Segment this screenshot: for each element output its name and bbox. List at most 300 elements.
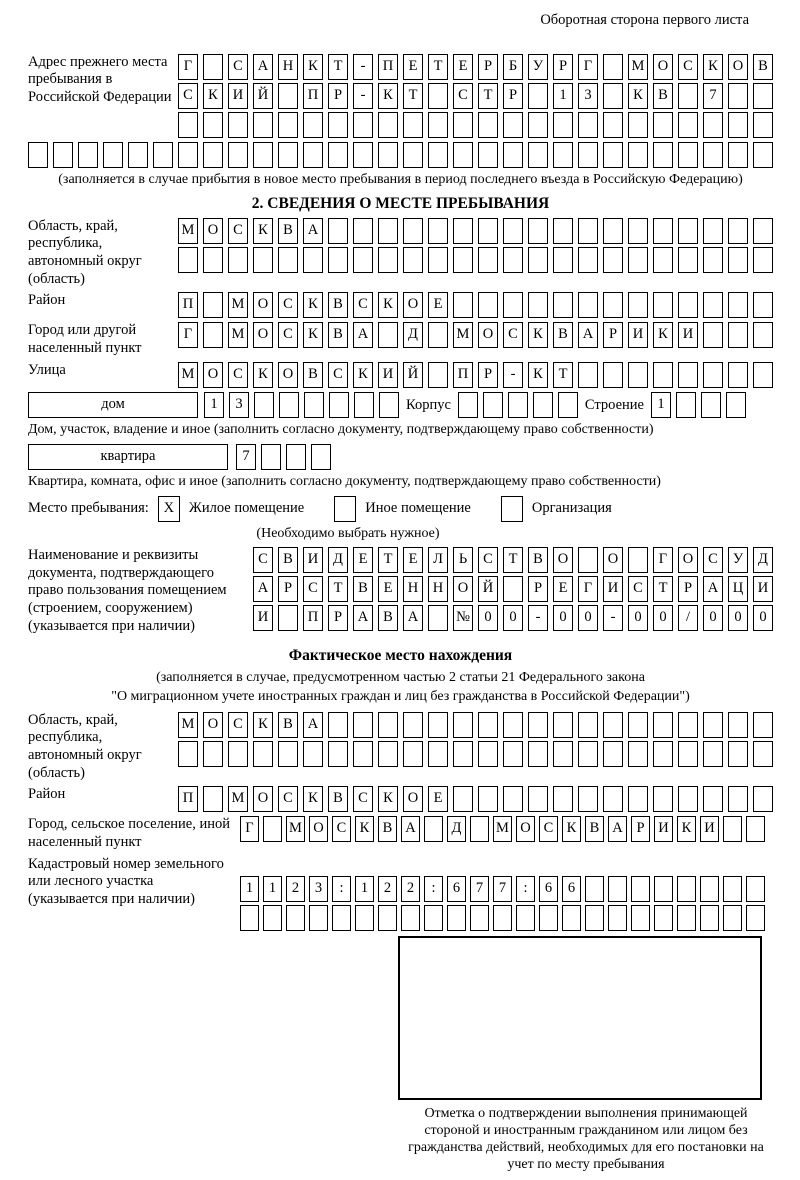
char-box[interactable]: А bbox=[353, 605, 373, 631]
char-box[interactable] bbox=[329, 392, 349, 418]
char-box[interactable] bbox=[703, 112, 723, 138]
char-box[interactable] bbox=[746, 905, 765, 931]
char-box[interactable]: С bbox=[228, 54, 248, 80]
char-box[interactable]: К bbox=[253, 218, 273, 244]
char-box[interactable] bbox=[178, 142, 198, 168]
char-box[interactable] bbox=[401, 905, 420, 931]
char-box[interactable] bbox=[603, 786, 623, 812]
char-box[interactable] bbox=[453, 786, 473, 812]
char-box[interactable] bbox=[726, 392, 746, 418]
char-box[interactable] bbox=[428, 112, 448, 138]
char-box[interactable] bbox=[676, 392, 696, 418]
char-box[interactable]: Е bbox=[453, 54, 473, 80]
char-box[interactable]: Р bbox=[478, 54, 498, 80]
char-box[interactable]: С bbox=[332, 816, 351, 842]
char-box[interactable]: А bbox=[303, 218, 323, 244]
char-box[interactable]: В bbox=[528, 547, 548, 573]
char-box[interactable]: Р bbox=[478, 362, 498, 388]
char-box[interactable] bbox=[723, 816, 742, 842]
char-box[interactable]: С bbox=[703, 547, 723, 573]
char-box[interactable] bbox=[286, 905, 305, 931]
char-box[interactable] bbox=[378, 322, 398, 348]
char-box[interactable]: П bbox=[178, 292, 198, 318]
char-box[interactable] bbox=[328, 247, 348, 273]
char-box[interactable] bbox=[553, 218, 573, 244]
char-box[interactable] bbox=[203, 322, 223, 348]
char-box[interactable] bbox=[428, 142, 448, 168]
char-box[interactable] bbox=[603, 247, 623, 273]
char-box[interactable] bbox=[328, 218, 348, 244]
char-box[interactable] bbox=[753, 322, 773, 348]
char-box[interactable] bbox=[503, 741, 523, 767]
char-box[interactable] bbox=[478, 786, 498, 812]
char-box[interactable]: О bbox=[203, 218, 223, 244]
char-box[interactable] bbox=[203, 142, 223, 168]
char-box[interactable]: - bbox=[503, 362, 523, 388]
char-box[interactable]: Р bbox=[603, 322, 623, 348]
char-box[interactable]: С bbox=[278, 292, 298, 318]
char-box[interactable] bbox=[203, 786, 223, 812]
char-box[interactable]: И bbox=[603, 576, 623, 602]
char-box[interactable] bbox=[677, 905, 696, 931]
char-box[interactable]: 1 bbox=[204, 392, 224, 418]
char-box[interactable] bbox=[304, 392, 324, 418]
char-box[interactable] bbox=[654, 876, 673, 902]
char-box[interactable] bbox=[703, 362, 723, 388]
char-box[interactable] bbox=[378, 142, 398, 168]
char-box[interactable] bbox=[303, 741, 323, 767]
char-box[interactable] bbox=[528, 247, 548, 273]
char-box[interactable] bbox=[528, 292, 548, 318]
char-box[interactable]: К bbox=[355, 816, 374, 842]
char-box[interactable]: 0 bbox=[503, 605, 523, 631]
char-box[interactable] bbox=[628, 786, 648, 812]
char-box[interactable] bbox=[228, 142, 248, 168]
char-box[interactable] bbox=[303, 247, 323, 273]
char-box[interactable]: В bbox=[353, 576, 373, 602]
char-box[interactable] bbox=[678, 292, 698, 318]
char-box[interactable]: У bbox=[528, 54, 548, 80]
char-box[interactable] bbox=[428, 322, 448, 348]
char-box[interactable] bbox=[753, 741, 773, 767]
char-box[interactable] bbox=[539, 905, 558, 931]
char-box[interactable] bbox=[303, 112, 323, 138]
char-box[interactable] bbox=[553, 292, 573, 318]
char-box[interactable] bbox=[753, 786, 773, 812]
char-box[interactable] bbox=[628, 218, 648, 244]
char-box[interactable]: 0 bbox=[753, 605, 773, 631]
char-box[interactable]: О bbox=[203, 362, 223, 388]
char-box[interactable] bbox=[328, 112, 348, 138]
char-box[interactable] bbox=[528, 741, 548, 767]
char-box[interactable] bbox=[728, 292, 748, 318]
char-box[interactable] bbox=[628, 741, 648, 767]
char-box[interactable] bbox=[453, 142, 473, 168]
char-box[interactable] bbox=[428, 712, 448, 738]
char-box[interactable] bbox=[228, 112, 248, 138]
char-box[interactable] bbox=[328, 741, 348, 767]
char-box[interactable] bbox=[553, 142, 573, 168]
char-box[interactable] bbox=[203, 112, 223, 138]
char-box[interactable]: М bbox=[228, 292, 248, 318]
char-box[interactable] bbox=[453, 247, 473, 273]
char-box[interactable] bbox=[728, 83, 748, 109]
char-box[interactable] bbox=[746, 876, 765, 902]
char-box[interactable] bbox=[378, 112, 398, 138]
char-box[interactable] bbox=[453, 112, 473, 138]
char-box[interactable] bbox=[728, 786, 748, 812]
char-box[interactable] bbox=[328, 142, 348, 168]
char-box[interactable] bbox=[279, 392, 299, 418]
char-box[interactable]: Д bbox=[753, 547, 773, 573]
char-box[interactable]: 2 bbox=[401, 876, 420, 902]
char-box[interactable] bbox=[203, 54, 223, 80]
char-box[interactable]: Ь bbox=[453, 547, 473, 573]
char-box[interactable]: Р bbox=[678, 576, 698, 602]
char-box[interactable] bbox=[728, 247, 748, 273]
char-box[interactable] bbox=[403, 112, 423, 138]
char-box[interactable]: О bbox=[403, 292, 423, 318]
char-box[interactable] bbox=[478, 292, 498, 318]
char-box[interactable] bbox=[558, 392, 578, 418]
char-box[interactable] bbox=[753, 362, 773, 388]
char-box[interactable]: О bbox=[309, 816, 328, 842]
char-box[interactable] bbox=[603, 292, 623, 318]
char-box[interactable] bbox=[653, 786, 673, 812]
char-box[interactable] bbox=[603, 112, 623, 138]
char-box[interactable]: М bbox=[228, 322, 248, 348]
char-box[interactable]: О bbox=[478, 322, 498, 348]
char-box[interactable]: 6 bbox=[539, 876, 558, 902]
char-box[interactable] bbox=[355, 905, 374, 931]
char-box[interactable]: К bbox=[353, 362, 373, 388]
char-box[interactable]: С bbox=[453, 83, 473, 109]
char-box[interactable]: С bbox=[353, 292, 373, 318]
char-box[interactable] bbox=[723, 905, 742, 931]
char-box[interactable] bbox=[278, 605, 298, 631]
char-box[interactable] bbox=[553, 786, 573, 812]
char-box[interactable]: С bbox=[303, 576, 323, 602]
char-box[interactable]: С bbox=[253, 547, 273, 573]
char-box[interactable]: Й bbox=[253, 83, 273, 109]
char-box[interactable]: О bbox=[278, 362, 298, 388]
char-box[interactable] bbox=[253, 142, 273, 168]
char-box[interactable] bbox=[677, 876, 696, 902]
char-box[interactable] bbox=[203, 247, 223, 273]
char-box[interactable] bbox=[228, 741, 248, 767]
char-box[interactable] bbox=[603, 83, 623, 109]
char-box[interactable] bbox=[728, 362, 748, 388]
char-box[interactable] bbox=[628, 292, 648, 318]
char-box[interactable] bbox=[700, 905, 719, 931]
char-box[interactable]: Е bbox=[403, 54, 423, 80]
char-box[interactable] bbox=[353, 741, 373, 767]
char-box[interactable]: : bbox=[424, 876, 443, 902]
char-box[interactable] bbox=[428, 247, 448, 273]
char-box[interactable]: Г bbox=[178, 322, 198, 348]
char-box[interactable] bbox=[585, 876, 604, 902]
char-box[interactable]: Р bbox=[553, 54, 573, 80]
char-box[interactable] bbox=[578, 547, 598, 573]
char-box[interactable]: Р bbox=[503, 83, 523, 109]
char-box[interactable]: К bbox=[203, 83, 223, 109]
char-box[interactable] bbox=[578, 292, 598, 318]
char-box[interactable] bbox=[354, 392, 374, 418]
char-box[interactable]: Т bbox=[653, 576, 673, 602]
char-box[interactable] bbox=[453, 292, 473, 318]
char-box[interactable]: С bbox=[228, 712, 248, 738]
char-box[interactable] bbox=[603, 54, 623, 80]
char-box[interactable] bbox=[470, 816, 489, 842]
char-box[interactable] bbox=[603, 142, 623, 168]
char-box[interactable] bbox=[562, 905, 581, 931]
char-box[interactable] bbox=[753, 247, 773, 273]
char-box[interactable] bbox=[653, 218, 673, 244]
char-box[interactable] bbox=[628, 362, 648, 388]
char-box[interactable]: Н bbox=[428, 576, 448, 602]
char-box[interactable] bbox=[723, 876, 742, 902]
char-box[interactable] bbox=[478, 741, 498, 767]
char-box[interactable] bbox=[78, 142, 98, 168]
char-box[interactable] bbox=[153, 142, 173, 168]
char-box[interactable]: 3 bbox=[309, 876, 328, 902]
char-box[interactable] bbox=[603, 362, 623, 388]
char-box[interactable]: Т bbox=[503, 547, 523, 573]
char-box[interactable]: Е bbox=[403, 547, 423, 573]
char-box[interactable] bbox=[403, 741, 423, 767]
stay-type-checkbox-other-premises[interactable] bbox=[334, 496, 356, 522]
char-box[interactable] bbox=[678, 741, 698, 767]
char-box[interactable]: М bbox=[286, 816, 305, 842]
char-box[interactable] bbox=[228, 247, 248, 273]
char-box[interactable]: 7 bbox=[470, 876, 489, 902]
char-box[interactable] bbox=[703, 142, 723, 168]
char-box[interactable] bbox=[753, 142, 773, 168]
char-box[interactable] bbox=[728, 712, 748, 738]
char-box[interactable]: В bbox=[378, 605, 398, 631]
char-box[interactable] bbox=[578, 712, 598, 738]
char-box[interactable]: А bbox=[253, 54, 273, 80]
char-box[interactable] bbox=[728, 218, 748, 244]
char-box[interactable] bbox=[608, 905, 627, 931]
char-box[interactable] bbox=[103, 142, 123, 168]
char-box[interactable] bbox=[503, 786, 523, 812]
char-box[interactable]: 1 bbox=[553, 83, 573, 109]
char-box[interactable]: Е bbox=[553, 576, 573, 602]
char-box[interactable]: К bbox=[528, 322, 548, 348]
char-box[interactable]: Т bbox=[553, 362, 573, 388]
char-box[interactable] bbox=[178, 112, 198, 138]
char-box[interactable]: 3 bbox=[578, 83, 598, 109]
char-box[interactable] bbox=[631, 876, 650, 902]
char-box[interactable] bbox=[553, 112, 573, 138]
char-box[interactable]: 0 bbox=[578, 605, 598, 631]
char-box[interactable] bbox=[700, 876, 719, 902]
char-box[interactable] bbox=[628, 547, 648, 573]
char-box[interactable] bbox=[424, 905, 443, 931]
char-box[interactable] bbox=[403, 142, 423, 168]
char-box[interactable] bbox=[703, 247, 723, 273]
char-box[interactable] bbox=[728, 112, 748, 138]
char-box[interactable]: К bbox=[628, 83, 648, 109]
char-box[interactable]: И bbox=[253, 605, 273, 631]
char-box[interactable] bbox=[653, 247, 673, 273]
char-box[interactable]: К bbox=[653, 322, 673, 348]
char-box[interactable] bbox=[653, 741, 673, 767]
char-box[interactable]: 0 bbox=[653, 605, 673, 631]
char-box[interactable]: П bbox=[453, 362, 473, 388]
char-box[interactable]: М bbox=[178, 362, 198, 388]
char-box[interactable]: И bbox=[228, 83, 248, 109]
char-box[interactable] bbox=[528, 112, 548, 138]
char-box[interactable] bbox=[528, 786, 548, 812]
char-box[interactable]: 0 bbox=[703, 605, 723, 631]
char-box[interactable]: В bbox=[328, 292, 348, 318]
char-box[interactable]: Д bbox=[403, 322, 423, 348]
char-box[interactable] bbox=[447, 905, 466, 931]
char-box[interactable] bbox=[653, 292, 673, 318]
char-box[interactable]: Р bbox=[278, 576, 298, 602]
char-box[interactable]: Т bbox=[378, 547, 398, 573]
char-box[interactable] bbox=[728, 322, 748, 348]
char-box[interactable] bbox=[428, 83, 448, 109]
char-box[interactable]: 3 bbox=[229, 392, 249, 418]
char-box[interactable] bbox=[470, 905, 489, 931]
char-box[interactable] bbox=[528, 83, 548, 109]
char-box[interactable]: К bbox=[303, 322, 323, 348]
char-box[interactable]: О bbox=[453, 576, 473, 602]
char-box[interactable] bbox=[585, 905, 604, 931]
char-box[interactable] bbox=[553, 247, 573, 273]
char-box[interactable] bbox=[753, 292, 773, 318]
char-box[interactable] bbox=[653, 142, 673, 168]
char-box[interactable]: У bbox=[728, 547, 748, 573]
char-box[interactable] bbox=[508, 392, 528, 418]
char-box[interactable]: 1 bbox=[240, 876, 259, 902]
char-box[interactable]: Н bbox=[403, 576, 423, 602]
char-box[interactable] bbox=[631, 905, 650, 931]
char-box[interactable] bbox=[753, 712, 773, 738]
char-box[interactable]: С bbox=[678, 54, 698, 80]
char-box[interactable]: В bbox=[328, 322, 348, 348]
apartment-type-box[interactable]: квартира bbox=[28, 444, 228, 470]
char-box[interactable]: С bbox=[178, 83, 198, 109]
char-box[interactable]: К bbox=[303, 292, 323, 318]
char-box[interactable]: А bbox=[353, 322, 373, 348]
char-box[interactable] bbox=[503, 112, 523, 138]
char-box[interactable]: О bbox=[203, 712, 223, 738]
char-box[interactable]: А bbox=[608, 816, 627, 842]
char-box[interactable] bbox=[478, 218, 498, 244]
char-box[interactable] bbox=[503, 247, 523, 273]
char-box[interactable] bbox=[753, 112, 773, 138]
char-box[interactable]: 1 bbox=[263, 876, 282, 902]
char-box[interactable] bbox=[428, 605, 448, 631]
char-box[interactable]: Г bbox=[240, 816, 259, 842]
char-box[interactable] bbox=[240, 905, 259, 931]
char-box[interactable]: Г bbox=[653, 547, 673, 573]
char-box[interactable]: Е bbox=[428, 292, 448, 318]
char-box[interactable] bbox=[278, 142, 298, 168]
char-box[interactable]: 1 bbox=[355, 876, 374, 902]
char-box[interactable]: П bbox=[378, 54, 398, 80]
char-box[interactable]: И bbox=[303, 547, 323, 573]
char-box[interactable] bbox=[403, 247, 423, 273]
char-box[interactable]: К bbox=[677, 816, 696, 842]
char-box[interactable]: С bbox=[539, 816, 558, 842]
char-box[interactable] bbox=[428, 741, 448, 767]
char-box[interactable] bbox=[378, 247, 398, 273]
char-box[interactable] bbox=[309, 905, 328, 931]
char-box[interactable] bbox=[403, 218, 423, 244]
char-box[interactable]: О bbox=[603, 547, 623, 573]
char-box[interactable] bbox=[553, 712, 573, 738]
char-box[interactable] bbox=[608, 876, 627, 902]
char-box[interactable]: Р bbox=[328, 83, 348, 109]
char-box[interactable]: 7 bbox=[236, 444, 256, 470]
char-box[interactable] bbox=[483, 392, 503, 418]
char-box[interactable] bbox=[353, 142, 373, 168]
char-box[interactable] bbox=[603, 218, 623, 244]
char-box[interactable] bbox=[678, 218, 698, 244]
char-box[interactable]: М bbox=[228, 786, 248, 812]
char-box[interactable] bbox=[678, 362, 698, 388]
char-box[interactable]: - bbox=[353, 83, 373, 109]
char-box[interactable]: М bbox=[178, 218, 198, 244]
char-box[interactable]: И bbox=[678, 322, 698, 348]
char-box[interactable]: Г bbox=[578, 576, 598, 602]
char-box[interactable]: И bbox=[654, 816, 673, 842]
char-box[interactable]: А bbox=[703, 576, 723, 602]
char-box[interactable] bbox=[628, 247, 648, 273]
char-box[interactable] bbox=[746, 816, 765, 842]
char-box[interactable] bbox=[378, 712, 398, 738]
char-box[interactable]: Л bbox=[428, 547, 448, 573]
char-box[interactable] bbox=[628, 142, 648, 168]
char-box[interactable] bbox=[703, 218, 723, 244]
char-box[interactable]: 0 bbox=[728, 605, 748, 631]
char-box[interactable] bbox=[278, 112, 298, 138]
char-box[interactable]: - bbox=[528, 605, 548, 631]
char-box[interactable]: Ц bbox=[728, 576, 748, 602]
char-box[interactable] bbox=[678, 712, 698, 738]
char-box[interactable] bbox=[253, 247, 273, 273]
char-box[interactable] bbox=[753, 83, 773, 109]
char-box[interactable]: 6 bbox=[562, 876, 581, 902]
char-box[interactable]: С bbox=[228, 362, 248, 388]
char-box[interactable] bbox=[261, 444, 281, 470]
char-box[interactable]: Т bbox=[328, 54, 348, 80]
char-box[interactable]: 0 bbox=[628, 605, 648, 631]
char-box[interactable] bbox=[728, 741, 748, 767]
char-box[interactable] bbox=[701, 392, 721, 418]
char-box[interactable]: И bbox=[628, 322, 648, 348]
char-box[interactable] bbox=[254, 392, 274, 418]
char-box[interactable]: Е bbox=[428, 786, 448, 812]
char-box[interactable]: 2 bbox=[286, 876, 305, 902]
char-box[interactable]: О bbox=[553, 547, 573, 573]
char-box[interactable] bbox=[278, 83, 298, 109]
char-box[interactable]: П bbox=[303, 83, 323, 109]
char-box[interactable] bbox=[678, 142, 698, 168]
char-box[interactable]: К bbox=[378, 292, 398, 318]
char-box[interactable] bbox=[53, 142, 73, 168]
char-box[interactable] bbox=[528, 218, 548, 244]
char-box[interactable]: П bbox=[178, 786, 198, 812]
char-box[interactable]: М bbox=[178, 712, 198, 738]
char-box[interactable]: И bbox=[378, 362, 398, 388]
char-box[interactable] bbox=[533, 392, 553, 418]
